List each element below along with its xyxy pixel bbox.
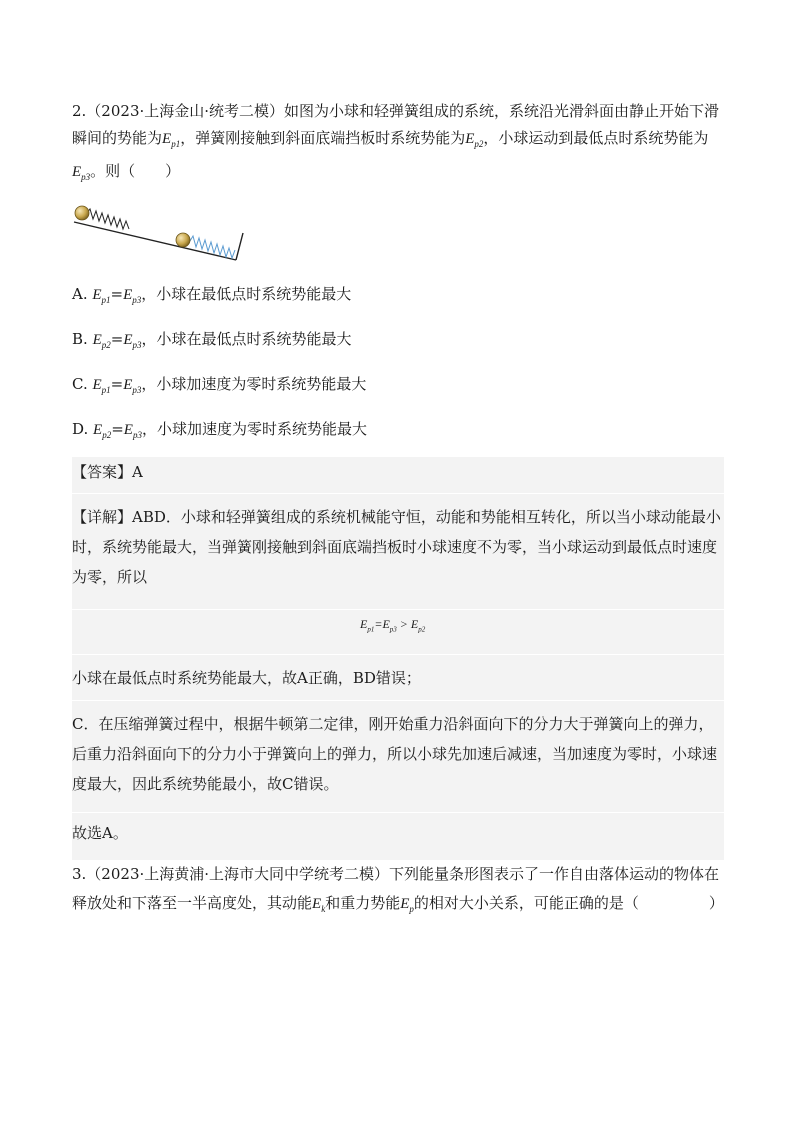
answer-separator (72, 812, 724, 813)
answer-label: 【答案】A (72, 463, 143, 481)
ep1-symbol: $E_{p1}$ (162, 131, 181, 149)
end-stop-plate (236, 233, 243, 260)
question-2-stem (72, 98, 724, 191)
q3-stem-c: 的相对大小关系，可能正确的是 (413, 894, 624, 912)
option-c-left-symbol: $E_{p1}$ (92, 377, 111, 395)
answer-separator (72, 700, 724, 701)
ek-symbol: $E_k$ (312, 896, 326, 914)
option-b[interactable]: B. $E_{p2}=E_{p3}$，小球在最低点时系统势能最大 (72, 330, 352, 350)
q2-stem-c: ，小球运动到最低点时系统势能为 (483, 129, 709, 147)
answer-separator (72, 609, 724, 610)
answer-separator (72, 654, 724, 655)
ball-bottom (176, 233, 190, 247)
q2-stem-a: 2.（2023·上海金山·统考二模）如图为小球和轻弹簧组成的系统，系统沿光滑斜面由静止开始下滑瞬间的势能为 (72, 102, 720, 147)
q3-stem-a: 3.（2023·上海黄浦·上海市大同中学统考二模）下列能量条形图表示了一作自由落体运动的物体在释放处和下落至一半高度处，其动能 (72, 865, 720, 912)
answer-separator (72, 493, 724, 494)
option-a-left-symbol: $E_{p1}$ (92, 287, 111, 305)
option-d-left-symbol: $E_{p2}$ (93, 422, 112, 440)
q2-stem-b: ，弹簧刚接触到斜面底端挡板时系统势能为 (180, 129, 466, 147)
answer-detail-2: 小球在最低点时系统势能最大，故A正确，BD错误； (72, 669, 421, 687)
incline-surface (74, 222, 236, 260)
option-d[interactable]: D. $E_{p2}=E_{p3}$，小球加速度为零时系统势能最大 (72, 420, 367, 440)
answer-detail-1: 【详解】ABD．小球和轻弹簧组成的系统机械能守恒，动能和势能相互转化，所以当小球动能最小时，系统势能最大，当弹簧刚接触到斜面底端挡板时小球速度不为零，当小球运动到最低点时速度为零，所以 (72, 508, 721, 586)
option-c-right-symbol: $E_{p3}$ (123, 377, 142, 395)
ball-top (75, 206, 89, 220)
answer-paren-open: （ (623, 894, 639, 912)
q2-stem-d: 。则（ ） (90, 162, 181, 180)
option-a[interactable]: A. $E_{p1}=E_{p3}$，小球在最低点时系统势能最大 (72, 285, 352, 305)
q3-stem-b: 和重力势能 (325, 894, 401, 912)
ep2-symbol: $E_{p2}$ (465, 131, 484, 149)
question-3-stem (72, 860, 724, 924)
option-d-right-symbol: $E_{p3}$ (123, 422, 142, 440)
answer-paren-close: ） (708, 894, 724, 912)
option-a-right-symbol: $E_{p3}$ (123, 287, 142, 305)
option-b-left-symbol: $E_{p2}$ (92, 332, 111, 350)
option-c[interactable]: C. $E_{p1}=E_{p3}$，小球加速度为零时系统势能最大 (72, 375, 367, 395)
ep3-symbol: $E_{p3}$ (72, 164, 91, 182)
answer-detail-3: C．在压缩弹簧过程中，根据牛顿第二定律，刚开始重力沿斜面向下的分力大于弹簧向上的弹力，后重力沿斜面向下的分力小于弹簧向上的弹力，所以小球先加速后减速，当加速度为零时，小球速度最大，因此系统势能最小，故C错误。 (72, 715, 718, 793)
answer-detail-4: 故选A。 (72, 824, 128, 842)
ep-symbol: $E_p$ (400, 896, 414, 914)
energy-formula: $E_{p1}=E_{p3} > E_{p2}$ (360, 617, 426, 634)
incline-spring-diagram (70, 200, 250, 266)
option-b-right-symbol: $E_{p3}$ (123, 332, 142, 350)
